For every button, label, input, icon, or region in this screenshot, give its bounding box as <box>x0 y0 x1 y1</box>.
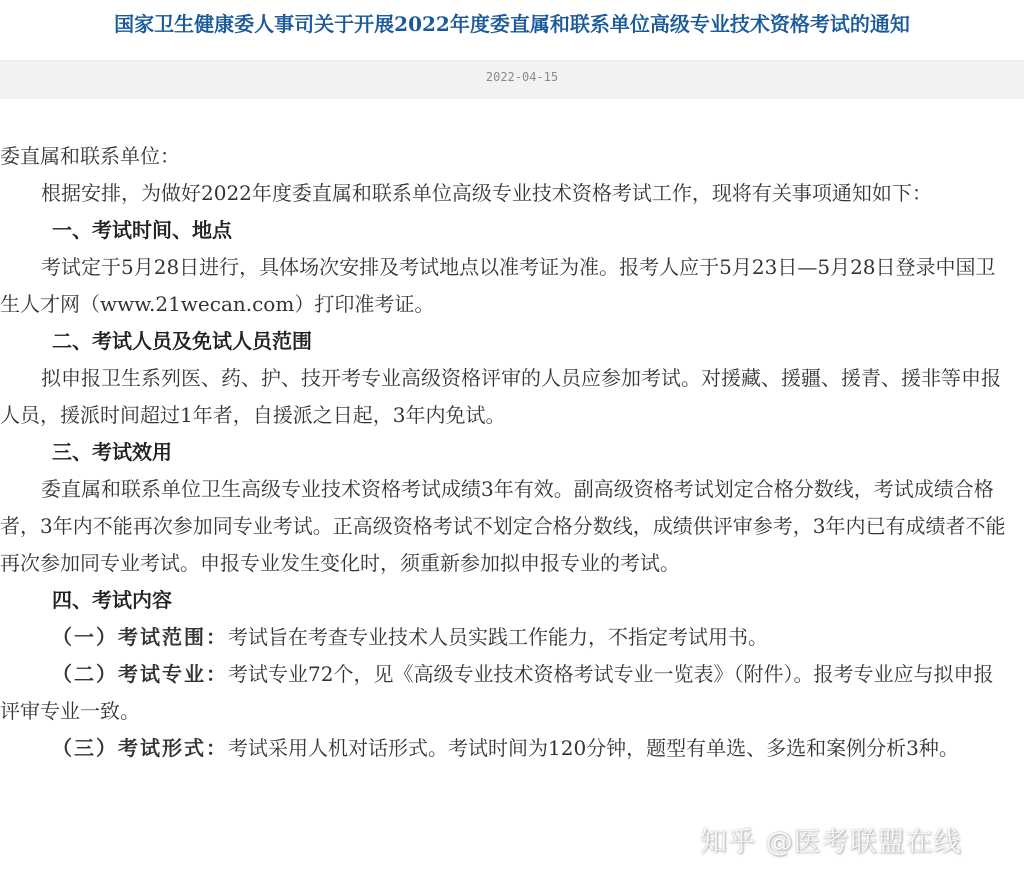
salutation: 委直属和联系单位： <box>0 144 180 168</box>
article-body <box>0 138 1010 767</box>
section-text-1: 考试定于5月28日进行，具体场次安排及考试地点以准考证为准。报考人应于5月23日—5月28日登录中国卫生人才网（www.21wecan.com）打印准考证。 <box>0 255 996 316</box>
zhihu-watermark: 知乎 @医考联盟在线 <box>700 827 962 858</box>
sub-item-text: 考试专业72个，见《高级专业技术资格考试专业一览表》（附件）。报考专业应与拟申报评审专业一致。 <box>0 662 994 723</box>
sub-item-text: 考试采用人机对话形式。考试时间为120分钟，题型有单选、多选和案例分析3种。 <box>228 736 959 760</box>
section-text-3: 委直属和联系单位卫生高级专业技术资格考试成绩3年有效。副高级资格考试划定合格分数线，考试成绩合格者，3年内不能再次参加同专业考试。正高级资格考试不划定合格分数线，成绩供评审参考，3年内已有成绩者不能再次参加同专业考试。申报专业发生变化时，须重新参加拟申报专业的考试。 <box>0 477 1006 575</box>
sub-item-label: （二）考试专业： <box>52 662 228 686</box>
section-heading-3: 三、考试效用 <box>52 440 172 464</box>
section-heading-4: 四、考试内容 <box>52 588 172 612</box>
sub-item-format <box>0 730 1010 767</box>
section-heading-1: 一、考试时间、地点 <box>52 218 232 242</box>
intro-paragraph: 根据安排，为做好2022年度委直属和联系单位高级专业技术资格考试工作，现将有关事项通知如下： <box>41 181 932 205</box>
sub-item-scope <box>0 619 1010 656</box>
section-text-2: 拟申报卫生系列医、药、护、技开考专业高级资格评审的人员应参加考试。对援藏、援疆、援青、援非等申报人员，援派时间超过1年者，自援派之日起，3年内免试。 <box>0 366 1001 427</box>
sub-item-label: （三）考试形式： <box>52 736 228 760</box>
sub-item-text: 考试旨在考查专业技术人员实践工作能力，不指定考试用书。 <box>228 625 768 649</box>
sub-item-label: （一）考试范围： <box>52 625 228 649</box>
publish-date: 2022-04-15 <box>485 70 559 84</box>
sub-item-specialty <box>0 656 1010 730</box>
section-heading-2: 二、考试人员及免试人员范围 <box>52 329 312 353</box>
page-title: 国家卫生健康委人事司关于开展2022年度委直属和联系单位高级专业技术资格考试的通知 <box>114 12 910 36</box>
